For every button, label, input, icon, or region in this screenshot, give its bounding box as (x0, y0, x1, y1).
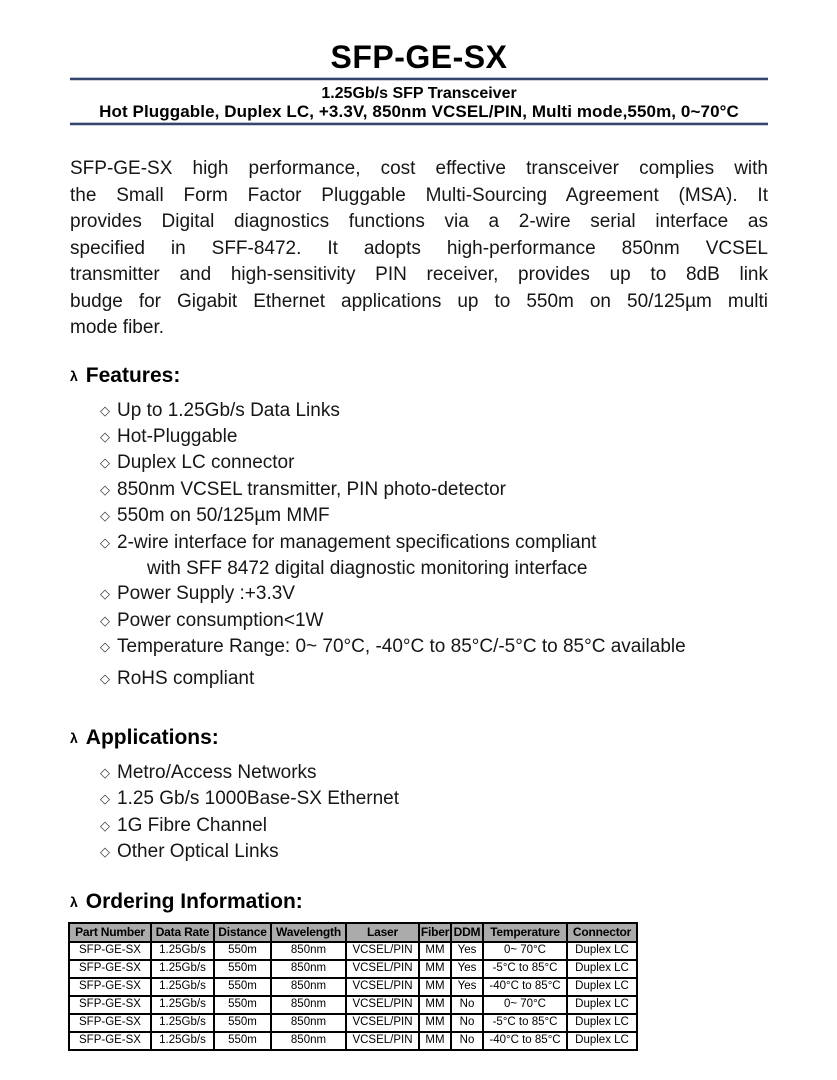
table-row (69, 1032, 637, 1050)
features-list (70, 398, 768, 692)
table-cell: VCSEL/PIN (346, 960, 419, 978)
table-cell: SFP-GE-SX (69, 942, 151, 960)
diamond-bullet-icon: ◇ (100, 586, 110, 602)
table-cell: 550m (214, 978, 271, 996)
ordering-heading-text: Ordering Information: (85, 889, 303, 913)
table-cell: SFP-GE-SX (69, 1032, 151, 1050)
table-cell: Duplex LC (567, 1032, 637, 1050)
features-section (70, 364, 768, 692)
table-cell: MM (419, 996, 451, 1014)
table-header-cell: Part Number (69, 923, 151, 942)
ordering-section (70, 890, 768, 1051)
diamond-bullet-icon: ◇ (100, 455, 110, 471)
application-item-text: Metro/Access Networks (117, 761, 317, 783)
table-cell: -5°C to 85°C (483, 960, 567, 978)
lambda-bullet-icon: λ (70, 893, 78, 910)
diamond-bullet-icon: ◇ (100, 612, 110, 628)
lambda-bullet-icon: λ (70, 729, 78, 746)
intro-line: specified in SFF-8472. It adopts high-performance 850nm VCSEL (70, 237, 768, 259)
application-item-text: 1G Fibre Channel (117, 814, 267, 836)
table-row (69, 1014, 637, 1032)
table-header-cell: Fiber (419, 923, 451, 942)
table-cell: VCSEL/PIN (346, 978, 419, 996)
table-cell: Duplex LC (567, 996, 637, 1014)
feature-item-text: Power Supply :+3.3V (117, 583, 295, 605)
table-cell: 850nm (271, 960, 346, 978)
table-cell: 1.25Gb/s (151, 996, 214, 1014)
table-cell: Duplex LC (567, 960, 637, 978)
intro-line: the Small Form Factor Pluggable Multi-Sourcing Agreement (MSA). It (70, 184, 768, 206)
table-cell: 850nm (271, 978, 346, 996)
table-cell: Duplex LC (567, 1014, 637, 1032)
table-cell: No (451, 996, 483, 1014)
table-cell: 550m (214, 1032, 271, 1050)
table-cell: Yes (451, 978, 483, 996)
intro-line: SFP-GE-SX high performance, cost effective transceiver complies with (70, 158, 768, 179)
table-cell: MM (419, 978, 451, 996)
table-cell: 550m (214, 996, 271, 1014)
feature-item-text: Hot-Pluggable (117, 425, 238, 447)
table-cell: MM (419, 1014, 451, 1032)
feature-item (100, 581, 768, 607)
features-heading-text: Features: (85, 363, 181, 387)
table-cell: SFP-GE-SX (69, 1014, 151, 1032)
diamond-bullet-icon: ◇ (100, 508, 110, 524)
intro-line: budge for Gigabit Ethernet applications up to 550m on 50/125µm multi (70, 290, 768, 312)
application-item (100, 813, 768, 839)
feature-item (100, 450, 768, 476)
ordering-heading (70, 890, 768, 915)
table-cell: 550m (214, 960, 271, 978)
table-cell: 850nm (271, 1014, 346, 1032)
table-cell: VCSEL/PIN (346, 942, 419, 960)
table-cell: -40°C to 85°C (483, 1032, 567, 1050)
application-item-text: Other Optical Links (117, 841, 279, 863)
application-item (100, 839, 768, 865)
table-cell: Duplex LC (567, 978, 637, 996)
table-cell: 0~ 70°C (483, 942, 567, 960)
title-rule (70, 77, 768, 81)
table-cell: 850nm (271, 942, 346, 960)
table-cell: 0~ 70°C (483, 996, 567, 1014)
table-row (69, 978, 637, 996)
table-header-cell: Connector (567, 923, 637, 942)
feature-item-text: Up to 1.25Gb/s Data Links (117, 399, 340, 421)
table-cell: 1.25Gb/s (151, 960, 214, 978)
feature-item-text: Power consumption<1W (117, 609, 324, 631)
feature-item-text: 850nm VCSEL transmitter, PIN photo-detector (117, 478, 506, 500)
table-cell: MM (419, 942, 451, 960)
intro-line: provides Digital diagnostics functions via a 2-wire serial interface as (70, 211, 768, 232)
table-row (69, 996, 637, 1014)
diamond-bullet-icon: ◇ (100, 639, 110, 655)
table-cell: 550m (214, 1014, 271, 1032)
intro-line: transmitter and high-sensitivity PIN receiver, provides up to 8dB link (70, 264, 768, 285)
table-cell: 550m (214, 942, 271, 960)
application-item (100, 786, 768, 812)
table-row (69, 960, 637, 978)
ordering-table (68, 922, 638, 1051)
subtitle-line-1: 1.25Gb/s SFP Transceiver (321, 85, 517, 102)
application-item-text: 1.25 Gb/s 1000Base-SX Ethernet (117, 788, 400, 810)
diamond-bullet-icon: ◇ (100, 670, 110, 686)
feature-item (100, 634, 768, 660)
table-header-cell: Temperature (483, 923, 567, 942)
table-row (69, 942, 637, 960)
table-cell: VCSEL/PIN (346, 996, 419, 1014)
diamond-bullet-icon: ◇ (100, 481, 110, 497)
application-item (100, 760, 768, 786)
table-cell: SFP-GE-SX (69, 978, 151, 996)
diamond-bullet-icon: ◇ (100, 791, 110, 807)
table-cell: -5°C to 85°C (483, 1014, 567, 1032)
diamond-bullet-icon: ◇ (100, 844, 110, 860)
feature-item (100, 666, 768, 692)
diamond-bullet-icon: ◇ (100, 764, 110, 780)
feature-item-text: Duplex LC connector (117, 452, 295, 474)
applications-heading (70, 726, 768, 751)
table-cell: No (451, 1014, 483, 1032)
table-cell: 1.25Gb/s (151, 1014, 214, 1032)
table-cell: SFP-GE-SX (69, 960, 151, 978)
intro-paragraph (70, 156, 768, 342)
diamond-bullet-icon: ◇ (100, 402, 110, 418)
feature-item (100, 530, 768, 556)
table-cell: 850nm (271, 996, 346, 1014)
applications-heading-text: Applications: (85, 725, 219, 749)
diamond-bullet-icon: ◇ (100, 534, 110, 550)
feature-item-text: RoHS compliant (117, 667, 255, 689)
feature-item-text: 550m on 50/125µm MMF (117, 505, 330, 527)
applications-section (70, 726, 768, 866)
feature-item (100, 503, 768, 529)
feature-item (100, 424, 768, 450)
feature-item-text: Temperature Range: 0~ 70°C, -40°C to 85°C/-5°C to 85°C available (117, 636, 686, 658)
table-cell: MM (419, 1032, 451, 1050)
table-header-cell: DDM (451, 923, 483, 942)
table-cell: -40°C to 85°C (483, 978, 567, 996)
feature-item (100, 608, 768, 634)
feature-item-text: 2-wire interface for management specifications compliant (117, 531, 597, 553)
table-cell: 850nm (271, 1032, 346, 1050)
table-cell: VCSEL/PIN (346, 1014, 419, 1032)
table-cell: Yes (451, 960, 483, 978)
table-cell: 1.25Gb/s (151, 942, 214, 960)
table-header-cell: Distance (214, 923, 271, 942)
table-cell: No (451, 1032, 483, 1050)
subtitle-rule (70, 122, 768, 126)
feature-item (100, 477, 768, 503)
table-cell: Yes (451, 942, 483, 960)
table-header-cell: Laser (346, 923, 419, 942)
table-cell: Duplex LC (567, 942, 637, 960)
applications-list (70, 760, 768, 866)
table-header-row (69, 923, 637, 942)
lambda-bullet-icon: λ (70, 367, 78, 384)
page-title: SFP-GE-SX (330, 39, 508, 75)
diamond-bullet-icon: ◇ (100, 817, 110, 833)
intro-line: mode fiber. (70, 317, 164, 338)
table-header-cell: Data Rate (151, 923, 214, 942)
table-cell: MM (419, 960, 451, 978)
feature-item-continuation: with SFF 8472 digital diagnostic monitoring interface (147, 557, 588, 579)
diamond-bullet-icon: ◇ (100, 428, 110, 444)
table-cell: SFP-GE-SX (69, 996, 151, 1014)
table-cell: 1.25Gb/s (151, 1032, 214, 1050)
features-heading (70, 364, 768, 389)
table-cell: VCSEL/PIN (346, 1032, 419, 1050)
table-cell: 1.25Gb/s (151, 978, 214, 996)
feature-item (100, 398, 768, 424)
subtitle-line-2: Hot Pluggable, Duplex LC, +3.3V, 850nm VCSEL/PIN, Multi mode,550m, 0~70°C (99, 102, 739, 121)
table-header-cell: Wavelength (271, 923, 346, 942)
